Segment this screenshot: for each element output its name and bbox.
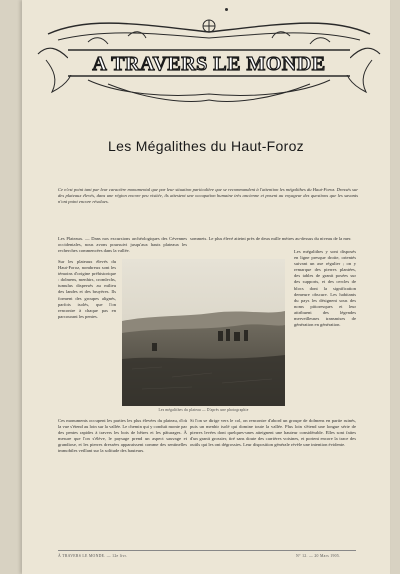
- article-title: Les Mégalithes du Haut-Foroz: [108, 138, 304, 154]
- column-left-top: Les Plateaux. — Dans nos excursions archéologiques des Cévennes occidentales, nous avons poursuivi jusqu'aux hauts plateaux les recherches commencées dans la vallée.: [58, 236, 187, 254]
- footer-right-text: N° 12. — 20 Mars 1905.: [296, 554, 341, 558]
- landscape-photo: [122, 259, 285, 406]
- footer-divider: [58, 550, 356, 551]
- banner-title: A TRAVERS LE MONDE: [92, 53, 326, 75]
- column-left-narrow: Sur les plateaux élevés du Haut-Foroz, nombreux sont les témoins d'origine préhistorique : dolmens, menhirs, cromlechs, tumulus dispersés au milieu des landes et des bruyères. Ils forment des groupes alignés, parfois isolés, que l'on rencontre à chaque pas en parcourant les pentes.: [58, 259, 116, 319]
- column-right-bottom: Si l'on se dirige vers le col, on rencontre d'abord un groupe de dolmens en partie ruinés, puis un menhir isolé qui domine toute la vallée. Plus loin s'étend une longue série de pierres levées dont quelques-unes atteignent une hauteur considérable. Elles sont faites d'un granit grossier, tiré sans doute des carrières voisines, et portent encore la trace des outils qui les ont dégrossies. Leur disposition générale révèle une intention évidente.: [190, 418, 356, 448]
- header-banner: [28, 14, 390, 106]
- page-mark: [225, 8, 228, 11]
- ornamental-banner-art: [28, 14, 390, 106]
- column-left-bottom: Ces monuments occupent les parties les plus élevées du plateau, d'où la vue s'étend au loin sur la vallée. Le chemin qui y conduit monte par des pentes rapides à travers les bois de hêtres et les pâturages. À mesure que l'on s'élève, le paysage prend un aspect sauvage et grandiose, et les pierres dressées apparaissent comme des sentinelles immobiles veillant sur la solitude des hauteurs.: [58, 418, 187, 454]
- column-right-top: sommets. Le plus élevé atteint près de deux mille mètres au-dessus du niveau de la mer.: [190, 236, 352, 241]
- footer-left-text: À TRAVERS LE MONDE. — 12e livr.: [58, 554, 128, 558]
- photo-caption: Les mégalithes du plateau — D'après une photographie: [158, 408, 249, 412]
- article-intro: Ce n'est point tant par leur caractère monumental que par leur situation particulière que se recommandent à l'attention les mégalithes du Haut-Foroz. Dressés sur des plateaux élevés, dans une région encore peu visitée, ils attestent une occupation humaine très ancienne et posent au voyageur des questions que les savants n'ont point encore résolues.: [58, 187, 358, 205]
- column-right-narrow: Les mégalithes y sont disposés en ligne presque droite, orientés suivant un axe régulier ; on y remarque des pierres plantées, des tables de granit posées sur des supports, et des cercles de blocs dont la signification demeure obscure. Les habitants du pays les désignent sous des noms pittoresques et leur attribuent des légendes merveilleuses transmises de génération en génération.: [294, 249, 356, 328]
